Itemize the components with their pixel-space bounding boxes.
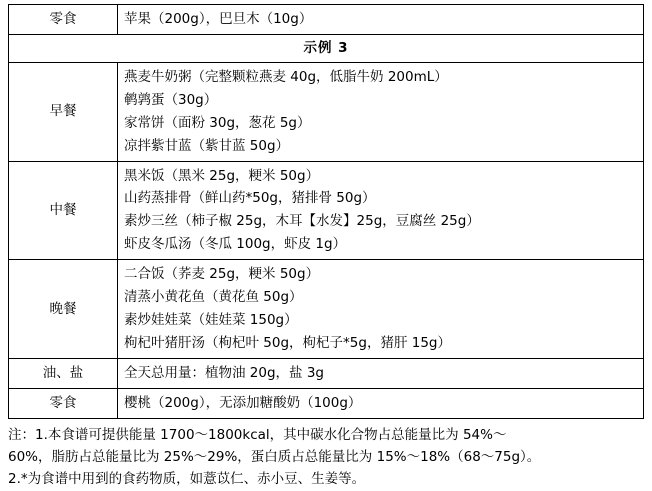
table-row <box>9 5 644 35</box>
row-content <box>118 62 644 161</box>
footnote-line-1: 注：1.本食谱可提供能量 1700～1800kcal，其中碳水化合物占总能量比为 54%～ <box>8 426 507 443</box>
content-line: 家常饼（面粉 30g，葱花 5g） <box>124 114 311 131</box>
diet-plan-table <box>8 4 644 419</box>
table-row <box>9 358 644 388</box>
content-line: 素炒三丝（柿子椒 25g，木耳【水发】25g，豆腐丝 25g） <box>124 213 480 230</box>
content-line: 黑米饭（黑米 25g，粳米 50g） <box>124 167 320 184</box>
menu-document <box>0 4 652 488</box>
content-line: 凉拌紫甘蓝（紫甘蓝 50g） <box>124 137 290 154</box>
row-content <box>118 358 644 388</box>
row-content <box>118 260 644 359</box>
content-line: 鹌鹑蛋（30g） <box>124 91 218 108</box>
footnote-line-2: 60%，脂肪占总能量比为 25%～29%，蛋白质占总能量比为 15%～18%（68～75g）。 <box>8 448 541 465</box>
content-line: 樱桃（200g），无添加糖酸奶（100g） <box>124 394 362 411</box>
row-label: 早餐 <box>9 62 118 161</box>
row-label: 晚餐 <box>9 260 118 359</box>
table-row <box>9 161 644 260</box>
table-row <box>9 260 644 359</box>
table-section-row <box>9 34 644 62</box>
table-row <box>9 388 644 418</box>
content-line: 山药蒸排骨（鲜山药*50g，猪排骨 50g） <box>124 190 376 207</box>
content-line: 二合饭（荞麦 25g，粳米 50g） <box>124 266 320 283</box>
content-line: 素炒娃娃菜（娃娃菜 150g） <box>124 312 298 329</box>
row-content <box>118 5 644 35</box>
table-row <box>9 62 644 161</box>
content-line: 虾皮冬瓜汤（冬瓜 100g，虾皮 1g） <box>124 236 347 253</box>
content-line: 枸杞叶猪肝汤（枸杞叶 50g，枸杞子*5g，猪肝 15g） <box>124 334 451 351</box>
row-label: 油、盐 <box>9 358 118 388</box>
section-title: 示例 3 <box>9 34 644 62</box>
row-content <box>118 161 644 260</box>
row-label: 中餐 <box>9 161 118 260</box>
content-line: 全天总用量：植物油 20g，盐 3g <box>124 364 324 381</box>
content-line: 清蒸小黄花鱼（黄花鱼 50g） <box>124 289 303 306</box>
row-content <box>118 388 644 418</box>
footnotes <box>8 425 644 491</box>
content-line: 苹果（200g），巴旦木（10g） <box>124 11 313 27</box>
footnote-line-3: 2.*为食谱中用到的食药物质，如薏苡仁、赤小豆、生姜等。 <box>8 471 366 488</box>
row-label: 零食 <box>9 5 118 35</box>
row-label: 零食 <box>9 388 118 418</box>
content-line: 燕麦牛奶粥（完整颗粒燕麦 40g，低脂牛奶 200mL） <box>124 68 448 85</box>
